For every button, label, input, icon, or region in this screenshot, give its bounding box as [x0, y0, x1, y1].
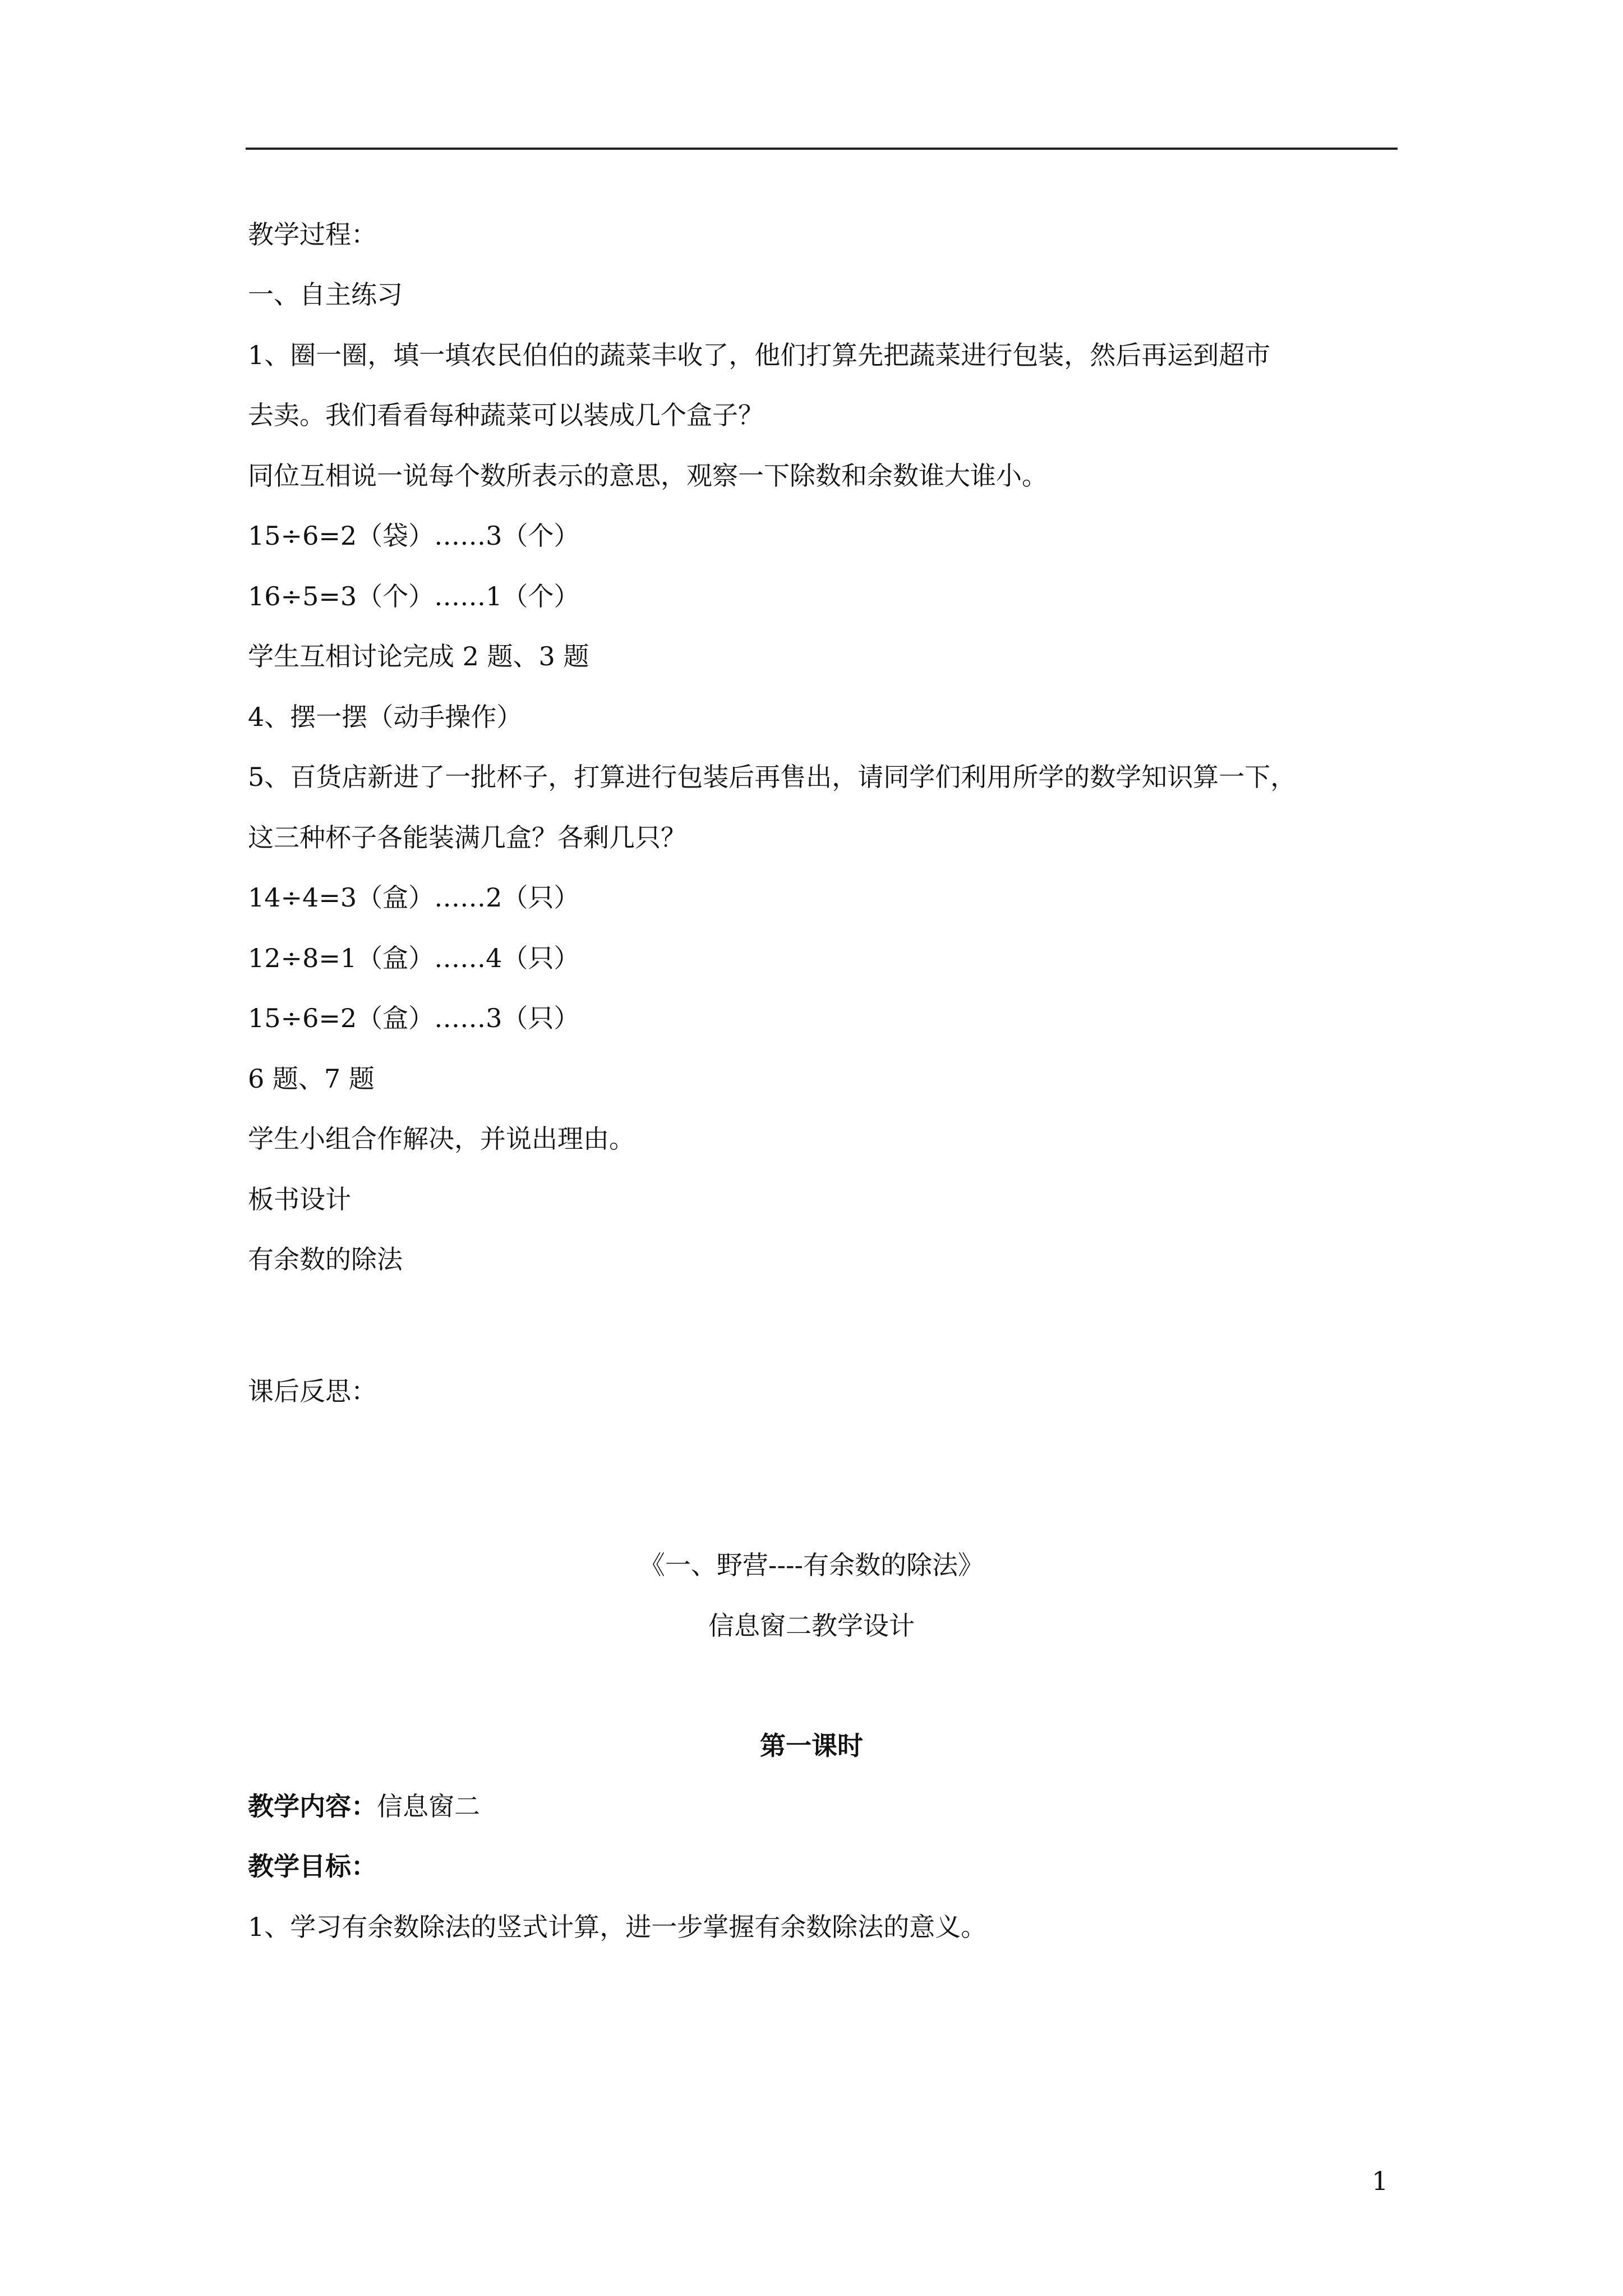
- after-class-reflection: 课后反思：: [248, 1376, 377, 1406]
- question-1-line-1: 1、圈一圈，填一填农民伯伯的蔬菜丰收了，他们打算先把蔬菜进行包装，然后再运到超市: [248, 340, 1271, 370]
- question-4: 4、摆一摆（动手操作）: [248, 702, 523, 732]
- group-work-text: 学生小组合作解决，并说出理由。: [248, 1124, 635, 1154]
- teaching-process-heading: 教学过程：: [248, 219, 377, 250]
- teaching-goal-1: 1、学习有余数除法的竖式计算，进一步掌握有余数除法的意义。: [248, 1912, 987, 1942]
- equation-1: 15÷6=2（袋）……3（个）: [248, 521, 580, 551]
- equation-5: 15÷6=2（盒）……3（只）: [248, 1003, 580, 1033]
- questions-6-7: 6 题、7 题: [248, 1064, 375, 1094]
- page-number: 1: [1372, 2166, 1389, 2196]
- board-title: 有余数的除法: [248, 1244, 403, 1274]
- header-rule: [246, 148, 1398, 150]
- teaching-content-value: 信息窗二: [377, 1791, 480, 1821]
- question-5-line-1: 5、百货店新进了一批杯子，打算进行包装后再售出，请同学们利用所学的数学知识算一下，: [248, 762, 1297, 792]
- questions-2-3: 学生互相讨论完成 2 题、3 题: [248, 641, 589, 671]
- question-5-line-2: 这三种杯子各能装满几盒？各剩几只？: [248, 822, 686, 853]
- equation-2: 16÷5=3（个）……1（个）: [248, 581, 580, 611]
- teaching-goals-heading: 教学目标：: [248, 1851, 377, 1881]
- equation-4: 12÷8=1（盒）……4（只）: [248, 943, 580, 973]
- teaching-content-label: 教学内容：: [248, 1791, 377, 1821]
- teaching-content-row: [248, 1789, 480, 1823]
- discussion-text: 同位互相说一说每个数所表示的意思，观察一下除数和余数谁大谁小。: [248, 461, 1048, 491]
- board-design-heading: 板书设计: [248, 1184, 351, 1214]
- question-1-line-2: 去卖。我们看看每种蔬菜可以装成几个盒子？: [248, 400, 764, 430]
- unit-title: 《一、野营----有余数的除法》: [639, 1550, 984, 1580]
- equation-3: 14÷4=3（盒）……2（只）: [248, 882, 580, 913]
- unit-subtitle: 信息窗二教学设计: [708, 1611, 915, 1641]
- lesson-heading: 第一课时: [760, 1731, 863, 1761]
- self-practice-heading: 一、自主练习: [248, 279, 403, 310]
